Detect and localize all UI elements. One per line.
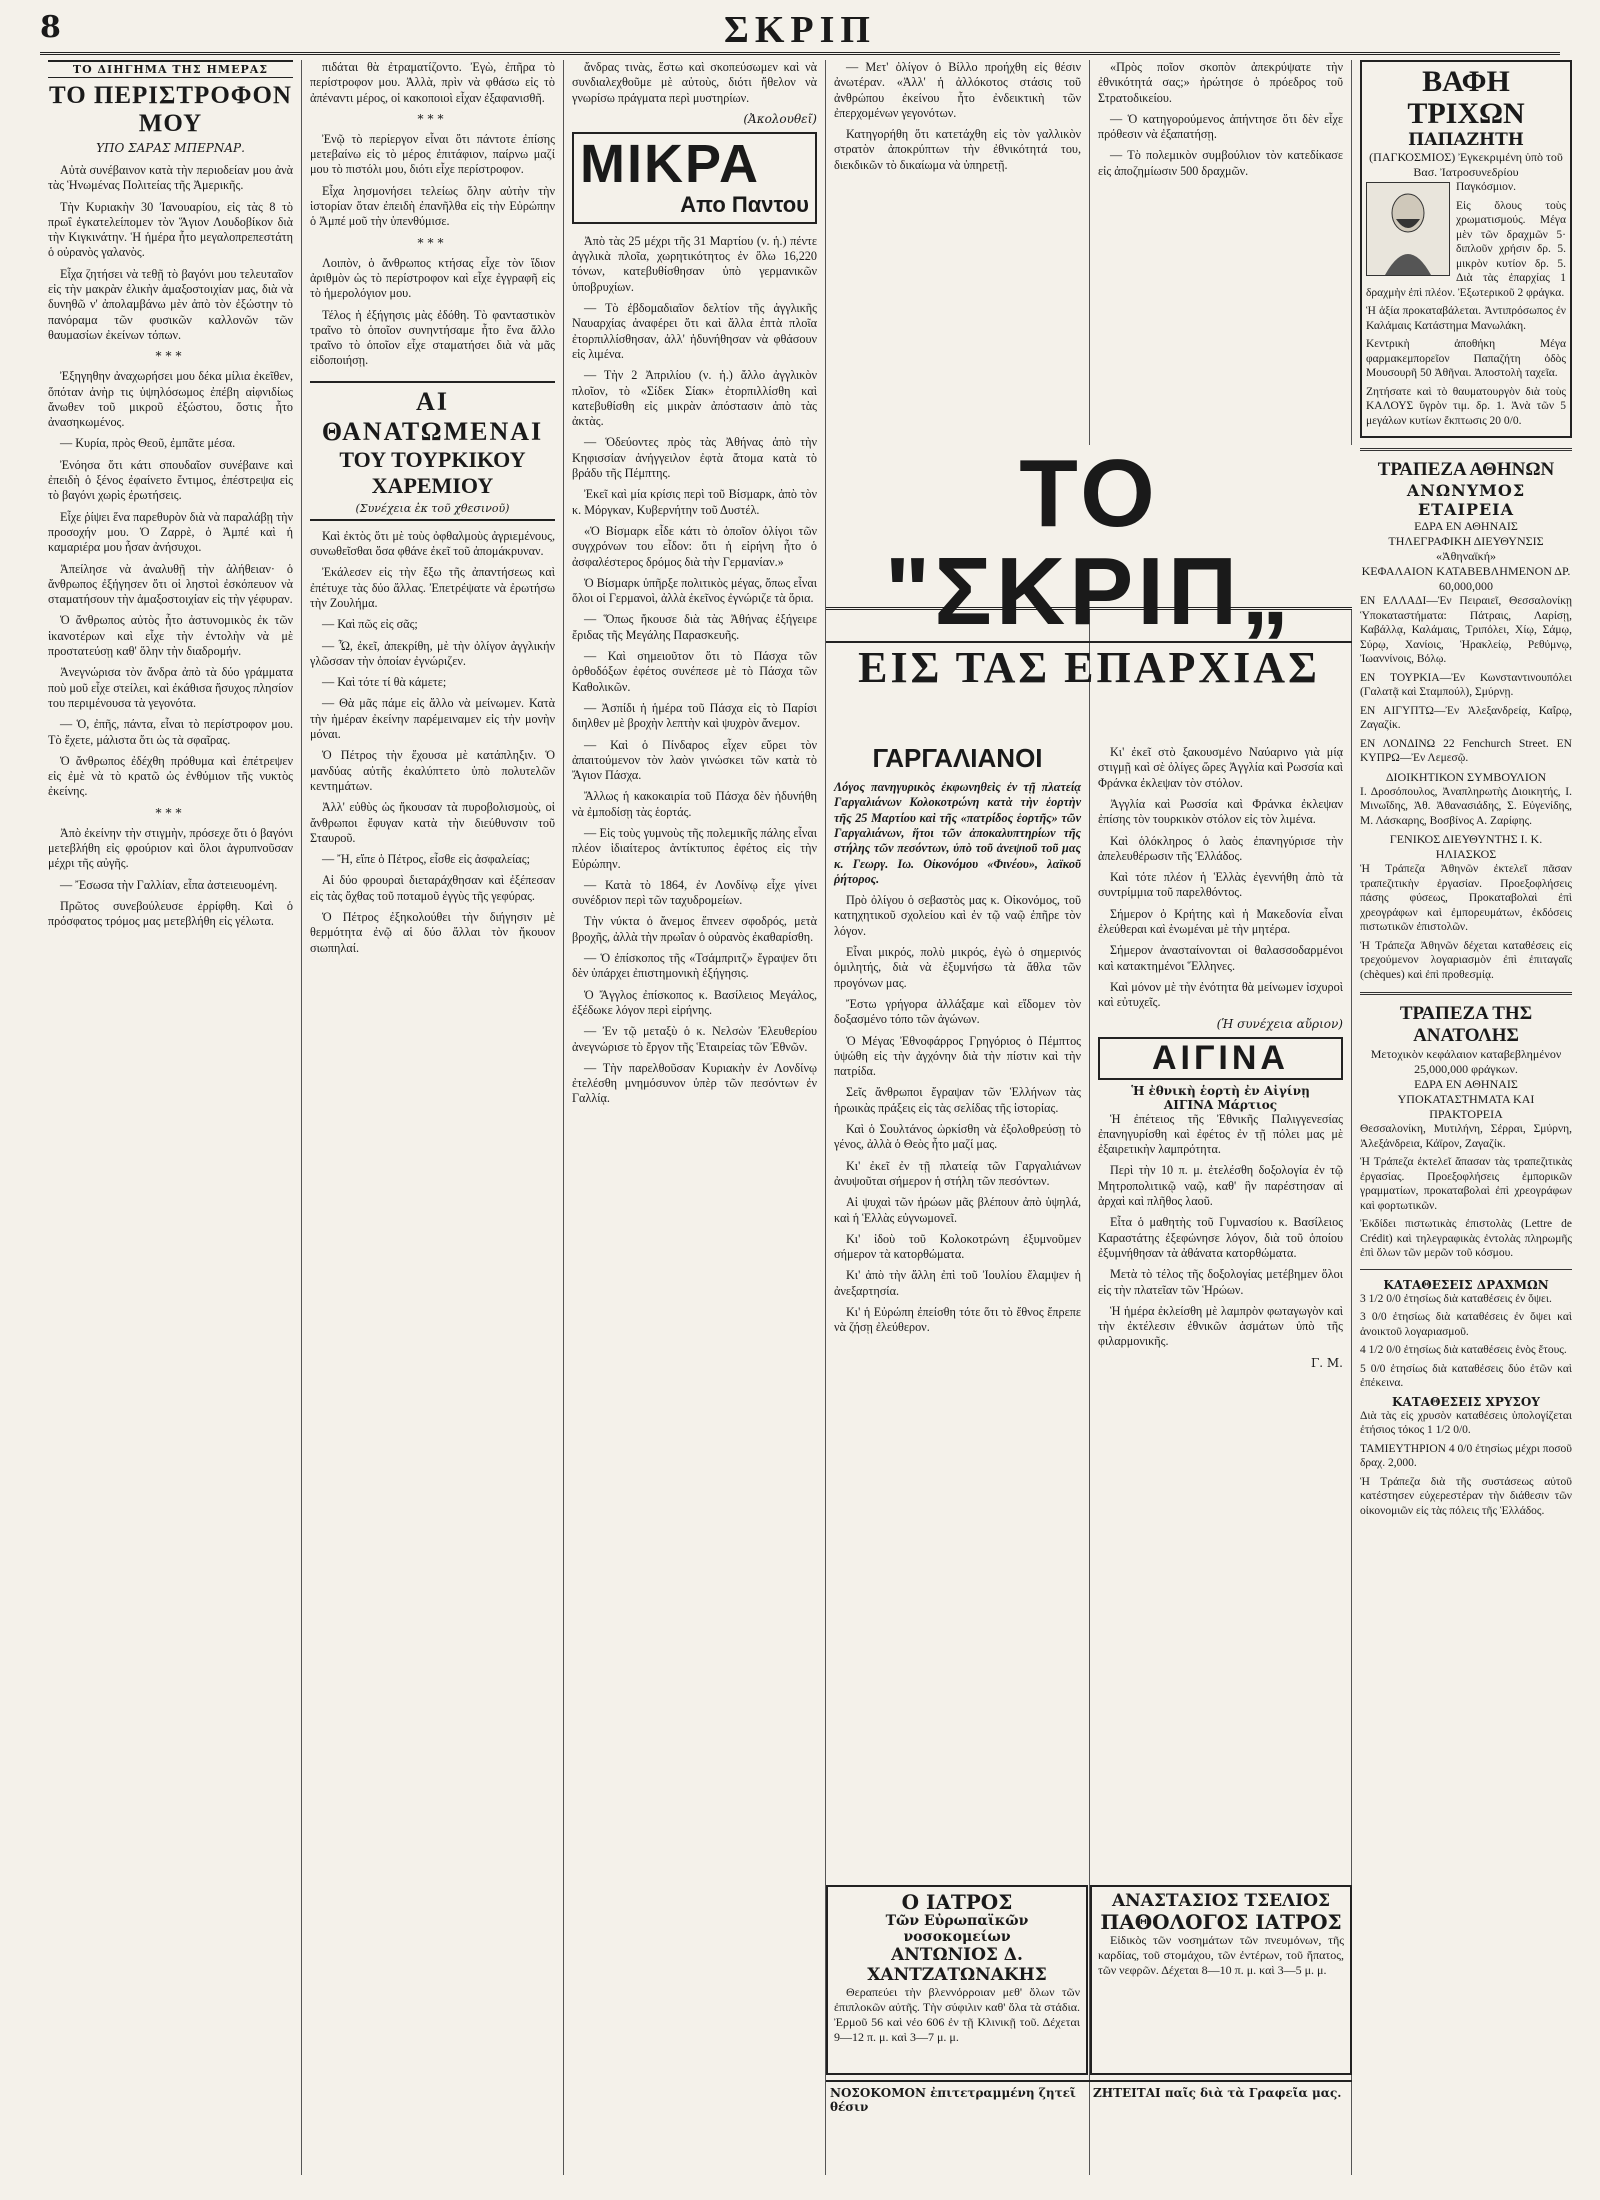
divider	[1360, 448, 1572, 451]
section-divider: ***	[417, 111, 448, 126]
headline-main: ΤΟ "ΣΚΡΙΠ„	[884, 440, 1294, 645]
paragraph: Ἐκάλεσεν εἰς τὴν ἔξω τῆς ἀπαντήσεως καὶ ἐπέτυχε τὰς δύο ἄλλας. Ἐπετρέψατε νὰ ἐρωτήσω τὴν Ζουλήμα.	[310, 565, 555, 610]
author-signoff: Γ. Μ.	[1310, 1355, 1343, 1370]
paragraph: — Ἤ, εἴπε ὁ Πέτρος, εἶσθε εἰς ἀσφαλείας;	[322, 852, 530, 867]
speech-intro: Λόγος πανηγυρικὸς ἐκφωνηθεὶς ἐν τῇ πλατείᾳ Γαργαλιάνων Κολοκοτρώνη κατὰ τὴν ἑορτὴν τῆς 25 Μαρτίου καὶ τῆς «πατρίδος ἑορτῆς» τῶν Γαργαλιάνων, ἥτοι τῶν ἀποκαλυπτηρίων τῆς στήλης τῶν πεσόντων, ὑπὸ τοῦ ἀνεψιοῦ τοῦ μας κ. Γεωργ. Ιω. Οἰκονόμου «Φινέου», λαϊκοῦ ῥήτορος.	[834, 780, 1081, 886]
paragraph: πιδάται θὰ ἐτραματίζοντο. Ἐγὼ, ἐπῆρα τὸ περίστροφον μου. Ἀλλὰ, πρὶν νὰ φθάσω εἰς τὸ ἀπέναντι μέρος, οἱ κακοποιοὶ εἶχαν ἐξαφανισθῆ.	[310, 60, 555, 105]
paragraph: — Κατὰ τὸ 1864, ἐν Λονδίνῳ εἶχε γίνει συνέδριον περὶ τῶν ταχυδρομείων.	[572, 877, 817, 908]
section-subtitle: (Συνέχεια ἐκ τοῦ χθεσινοῦ)	[355, 501, 510, 515]
paragraph: — Ἔσωσα τὴν Γαλλίαν, εἶπα ἀστειευομένη.	[60, 877, 278, 892]
doctor-ad-2	[1090, 1885, 1352, 2075]
doctor-specialty: ΠΑΘΟΛΟΓΟΣ ΙΑΤΡΟΣ	[1100, 1910, 1342, 1934]
paragraph: Αἱ ψυχαὶ τῶν ἡρώων μᾶς βλέπουν ἀπὸ ὑψηλά, καὶ ἡ Ἑλλὰς εὐγνωμονεῖ.	[834, 1195, 1081, 1225]
column-4	[826, 60, 1090, 2175]
classified-nurse: ΝΟΣΟΚΟΜΟΝ ἐπιτετραμμένη ζητεῖ θέσιν	[830, 2086, 1076, 2114]
gold-deposit-line: ΤΑΜΙΕΥΤΗΡΙΟΝ 4 0/0 ἐτησίως μέχρι ποσοῦ δραχ. 2,000.	[1360, 1442, 1572, 1469]
paragraph: Τὴν νύκτα ὁ ἄνεμος ἔπνεεν σφοδρός, μετὰ βροχῆς, ἀλλὰ τὴν πρωΐαν ὁ οὐρανὸς ἐκαθαρίσθη.	[572, 914, 817, 944]
mikra-title: ΜΙΚΡΑ	[580, 133, 760, 194]
ad-brand: ΠΑΠΑΖΗΤΗ	[1408, 130, 1524, 150]
divider	[1360, 992, 1572, 995]
ad-title: ΒΑΦΗ ΤΡΙΧΩΝ	[1407, 65, 1525, 130]
footer-classifieds	[826, 2080, 1352, 2114]
ad-text: Ζητήσατε καὶ τὸ θαυματουργὸν διὰ τοὺς ΚΑΛΟΥΣ ὕγρὸν τιμ. δρ. 1. Ἀνὰ τῶν 5 μεγάλων κυτίων ἔκπτωσις 20 0/0.	[1366, 385, 1566, 427]
column-6-ads	[1352, 60, 1580, 2175]
paragraph: Καὶ τότε πλέον ἡ Ἑλλὰς ἐγεννήθη ἀπὸ τὰ συντρίμμια τοῦ παρελθόντος.	[1098, 870, 1343, 900]
bank-line: ΕΝ ΤΟΥΡΚΙΑ—Ἐν Κωνσταντινουπόλει (Γαλατᾷ καὶ Σταμπούλ), Σμύρνῃ.	[1360, 671, 1572, 698]
paragraph: Ἡ ἡμέρα ἐκλείσθη μὲ λαμπρὸν φωταγωγὸν καὶ τὴν ἐκτέλεσιν ἐθνικῶν ἀσμάτων ὑπὸ τῆς φιλαρμονικῆς.	[1098, 1303, 1343, 1349]
paragraph: Σεῖς ἄνθρωποι ἔγραψαν τῶν Ἑλλήνων τὰς ἡρωικὰς πράξεις εἰς τὰς σελίδας τῆς ἱστορίας.	[834, 1085, 1081, 1115]
paragraph: — Θὰ μᾶς πάμε εἰς ἄλλο νὰ μείνωμεν. Κατὰ τὴν ἡμέραν ἐκείνην παρέμειναμεν εἰς τὴν μονὴν μόναι.	[310, 696, 555, 742]
paragraph: — Καὶ ὁ Πίνδαρος εἶχεν εὕρει τὸν ἀπαιτούμενον τὸν λαὸν γινώσκει τῶν κατὰ τὸ Ἄγιον Πάσχα.	[572, 737, 817, 783]
skrip-provinces-headline	[826, 440, 1352, 692]
bank-line: ΤΗΛΕΓΡΑΦΙΚΗ ΔΙΕΥΘΥΝΣΙΣ «Ἀθηναϊκή»	[1388, 534, 1544, 563]
bank-line: ΕΝ ΑΙΓΥΠΤΩ—Ἐν Ἀλεξανδρείᾳ, Καΐρῳ, Ζαγαζίκ.	[1360, 704, 1572, 731]
story-kicker: ΤΟ ΔΙΗΓΗΜΑ ΤΗΣ ΗΜΕΡΑΣ	[48, 60, 293, 78]
ad-text: Εἰς ὅλους τοὺς χρωματισμούς. Μέγα μὲν τῶν δραχμῶν 5· διπλοῦν χρήσιν δρ. 5. μικρὸν κυτίον δρ. 5. Διὰ τὰς ἐπαρχίας 1 δραχμὴν ἐπὶ πλέον. Ἐξωτερικοῦ 2 φράγκα.	[1366, 199, 1566, 299]
bank-line: ΕΔΡΑ ΕΝ ΑΘΗΝΑΙΣ	[1414, 519, 1518, 533]
paragraph: Κι' ἐκεῖ στὸ ξακουσμένο Ναύαρινο γιὰ μίᾳ στιγμῇ καὶ σὲ ὀλίγες ὥρες Ἀγγλία καὶ Ρωσσία καὶ Φράνκα ἐκλεψαν τὸν στόλον.	[1098, 745, 1343, 790]
bank-line: ΕΝ ΛΟΝΔΙΝΩ 22 Fenchurch Street. ΕΝ ΚΥΠΡΩ—Ἐν Λεμεσῷ.	[1360, 737, 1572, 764]
doctor-ad-text: Θεραπεύει τὴν βλεννόρροιαν μεθ' ὅλων τῶν ἐπιπλοκῶν αὐτῆς. Τὴν σύφιλιν καθ' ὅλα τὰ στάδια. Ἐρμοῦ 56 καὶ νέο 606 ἐν τῇ Κλινικῇ τοῦ. Δέχεται 9—12 π. μ. καὶ 3—7 μ. μ.	[834, 1985, 1080, 2044]
ad-text: Κεντρικὴ ἀποθήκη Μέγα φαρμακεμπορεῖον Παπαζήτη ὁδὸς Μουσουρῆ 50 Ἀθῆναι. Ἀποστολὴ ταχεῖα.	[1366, 338, 1566, 379]
paragraph: — Ἐν τῷ μεταξὺ ὁ κ. Νελσὼν Ἐλευθερίου ἀνεγνώρισε τὸ ἔργον τῆς Ἑταιρείας τῶν Ἐθνῶν.	[572, 1024, 817, 1054]
paragraph: Κι' ἡ Εὐρώπη ἐπείσθη τότε ὅτι τὸ ἔθνος ἔπρεπε νὰ ζήσῃ ἐλεύθερον.	[834, 1304, 1081, 1335]
town-heading: ΓΑΡΓΑΛΙΑΝΟΙ	[872, 743, 1043, 774]
paragraph: — Τὴν παρελθοῦσαν Κυριακὴν ἐν Λονδίνῳ ἐτελέσθη μνημόσυνον ὑπὲρ τῶν πεσόντων ἐν Γαλλίᾳ.	[572, 1060, 817, 1106]
section-divider: ***	[155, 805, 186, 820]
gold-deposit-line: Διὰ τὰς εἰς χρυσὸν καταθέσεις ὑπολογίζεται ἐτήσιος τόκος 1 1/2 0/0.	[1360, 1409, 1572, 1436]
bank-line: Ἡ Τράπεζα Ἀθηνῶν δέχεται καταθέσεις εἰς τρεχούμενον λογαριασμὸν ἐπὶ ἐπιταγαῖς (chèques) καὶ ἐπὶ προθεσμίᾳ.	[1360, 939, 1572, 981]
paragraph: Κι' ἐκεῖ ἐν τῇ πλατείᾳ τῶν Γαργαλιάνων ἀνυψοῦται σήμερον ἡ στήλη τῶν πεσόντων.	[834, 1158, 1081, 1188]
bank-line: Μετοχικὸν κεφάλαιον καταβεβλημένον 25,000,000 φράγκων.	[1370, 1047, 1562, 1076]
paragraph: Σήμερον ἀνασταίνονται οἱ θαλασσοδαρμένοι καὶ κατακτημένοι Ἕλληνες.	[1098, 943, 1343, 973]
mikra-heading-box	[572, 132, 817, 224]
paragraph: Ὁ Ἄγγλος ἐπίσκοπος κ. Βασίλειος Μεγάλος, ἐξέδωκε λόγον περὶ εἰρήνης.	[572, 987, 817, 1017]
paragraph: Εἶχε ῥίψει ἕνα παρεθυρὸν διὰ νὰ παραλάβῃ τὴν προσοχήν μου. Ὁ Ζαρρὲ, ὁ Ἀμπέ καὶ ἡ καμαριέρα μου ἦσαν ἀνήσυχοι.	[48, 509, 293, 555]
doctor-name: ΑΝΤΩΝΙΟΣ Δ. ΧΑΝΤΖΑΤΩΝΑΚΗΣ	[867, 1945, 1047, 1985]
paragraph: Εἶχα ζητήσει νὰ τεθῇ τὸ βαγόνι μου τελευταῖον εἰς τὴν μακρὰν ἐλικὴν ἁμαξοστοιχίαν μας, διὰ νὰ δυνηθῶ ν' ἀπολαμβάνω μὲν ἀπὸ τὸν ἐξώστην τὸ πανόραμα τῶν φυσικῶν καλλονῶν τῶν θαυμασίων ἐκείνων τόπων.	[48, 266, 293, 342]
paragraph: Καὶ μόνον μὲ τὴν ἐνότητα θὰ μείνωμεν ἰσχυροὶ καὶ εὐτυχεῖς.	[1098, 979, 1343, 1010]
paragraph: Ἀνεγνώρισα τὸν ἄνδρα ἀπὸ τὰ δύο γράμματα ποὺ μοῦ εἶχε στείλει, καὶ ἐκάθισα ἥσυχος πλησίον του περιμένουσα τὰ γεγονότα.	[48, 665, 293, 710]
newspaper-title: ΣΚΡΙΠ	[724, 9, 876, 51]
paragraph: Καὶ ἐκτὸς ὅτι μὲ τοὺς ὀφθαλμοὺς ἀγριεμένους, συνωθεῖσθαι ὅσα φθάνε ἐκεῖ τοῦ ἀπομάκρυναν.	[310, 528, 555, 559]
paragraph: Ὁ ἄνθρωπος αὐτὸς ἦτο ἀστυνομικὸς ἐκ τῶν ἱκανοτέρων καὶ εἶχε τὴν ἐντολὴν νὰ μὲ προστατεύσῃ καθ' ὅλην τὴν διαδρομήν.	[48, 613, 293, 659]
deposit-rate: 3 1/2 0/0 ἐτησίως διὰ καταθέσεις ἐν ὄψει.	[1360, 1292, 1552, 1305]
paragraph: Μετὰ τὸ τέλος τῆς δοξολογίας μετέβημεν ὅλοι εἰς τὴν πλατεῖαν τῶν Ἡρώων.	[1098, 1267, 1343, 1297]
section-divider: ***	[155, 349, 186, 364]
aigina-subheading: Ἡ ἐθνικὴ ἑορτὴ ἐν Αἰγίνῃ	[1131, 1083, 1310, 1098]
paragraph: Ἀπὸ ἐκείνην τὴν στιγμὴν, πρόσεχε ὅτι ὁ βαγόνι μετεβλήθη εἰς φρούριον καὶ ὅλοι ἀγρυπνοῦσαν μέχρι τῆς αὐγῆς.	[48, 825, 293, 871]
paragraph: — Ὅπως ἤκουσε διὰ τὰς Ἀθήνας ἐξήγειρε ἔριδας τῆς Μεγάλης Παρασκευῆς.	[572, 612, 817, 642]
paragraph: Κατηγορήθη ὅτι κατετάχθη εἰς τὸν γαλλικὸν στρατὸν ἀποκρύπτων τὴν ἐθνικότητά του, διεκδικῶν τὸ δικαίωμα νὰ ὑπηρετῇ.	[834, 127, 1081, 172]
bank-title: ΤΡΑΠΕΖΑ ΤΗΣ ΑΝΑΤΟΛΗΣ	[1399, 1003, 1533, 1046]
paragraph: «Πρὸς ποῖον σκοπὸν ἀπεκρύψατε τὴν ἐθνικότητά σας;» ἠρώτησε ὁ πρόεδρος τοῦ Στρατοδικείου.	[1098, 60, 1343, 105]
deposits-heading: ΚΑΤΑΘΕΣΕΙΣ ΔΡΑΧΜΩΝ	[1383, 1277, 1549, 1292]
paragraph: Λοιπὸν, ὁ ἄνθρωπος κτήσας εἶχε τὸν ἴδιον ἀριθμὸν ὡς τὸ περίστροφον καὶ εἶχε ἐγγραφῆ εἰς τὸ ἡμερολόγιον μου.	[310, 255, 555, 301]
doctor-ad-subtitle: Τῶν Εὐρωπαϊκῶν νοσοκομείων	[885, 1913, 1029, 1945]
story-byline: ΥΠΟ ΣΑΡΑΣ ΜΠΕΡΝΑΡ.	[96, 141, 245, 155]
paragraph: Ὁ Πέτρος τὴν ἔχουσα μὲ κατάπληξιν. Ὁ μανδύας αὐτῆς ἐκαλύπτετο ὑπὸ πολυτελῶν κεντημάτων.	[310, 748, 555, 793]
story-title: ΤΟ ΠΕΡΙΣΤΡΟΦΟΝ ΜΟΥ	[48, 82, 292, 137]
paragraph: Ἀγγλία καὶ Ρωσσία καὶ Φράνκα ἐκλεψαν ἐπίσης τὸν τουρκικὸν στόλον εἰς τὸν λιμένα.	[1098, 796, 1343, 827]
doctor-ad-text: Εἰδικὸς τῶν νοσημάτων τῶν πνευμόνων, τῆς καρδίας, τοῦ στομάχου, τῶν ἐντέρων, τοῦ ἥπατος, τῶν νεφρῶν. Δέχεται 8—10 π. μ. καὶ 3—5 μ. μ.	[1098, 1933, 1344, 1977]
paragraph: Ἀπὸ τὰς 25 μέχρι τῆς 31 Μαρτίου (ν. ἡ.) πέντε ἀγγλικὰ πλοῖα, χωρητικότητος ἐν ὅλω 16,220 τόνων, κατεβυθίσθησαν ὑπὸ γερμανικῶν ὑποβρυχίων.	[572, 233, 817, 294]
paragraph: — Κυρία, πρὸς Θεοῦ, ἐμπᾶτε μέσα.	[60, 436, 236, 451]
paragraph: Ἐκεῖ καὶ μία κρίσις περὶ τοῦ Βίσμαρκ, ἀπὸ τὸν κ. Μόργκαν, Κυβερνήτην τοῦ Δυστέλ.	[572, 487, 817, 517]
gold-deposits-heading: ΚΑΤΑΘΕΣΕΙΣ ΧΡΥΣΟΥ	[1392, 1394, 1540, 1409]
column-1	[40, 60, 302, 2175]
paragraph: — Εἰς τοὺς γυμνοὺς τῆς πολεμικῆς πάλης εἶναι πλέον ἰδιαίτερος ἀντίκτυπος ἐφέτος εἰς τὴν Εὐρώπην.	[572, 825, 817, 871]
paragraph: Ὁ Μέγας Ἐθνοφάρρος Γρηγόριος ὁ Πέμπτος ὑψώθη εἰς τὴν ἀγχόνην διὰ τὴν πίστιν καὶ τὴν πατρίδα.	[834, 1033, 1081, 1079]
headline-sub: ΕΙΣ ΤΑΣ ΕΠΑΡΧΙΑΣ	[826, 641, 1352, 693]
section-title-line-1: ΑΙ ΘΑΝΑΤΩΜΕΝΑΙ	[321, 386, 544, 446]
paragraph: Ἐξηγηθην ἀναχωρήσει μου δέκα μίλια ἐκεῖθεν, ὅπόταν ἀνὴρ τις ὑψηλόσωμος ἐπέβη αἰφνιδίως ἄνωθεν τοῦ μικροῦ ἐξώστου, ὅστις ἦτο ἀνασηκωμένος.	[48, 369, 293, 430]
paragraph: Ἀλλ' εὐθὺς ὡς ἤκουσαν τὰ πυροβολισμοὺς, οἱ ἄνθρωποι ἔφυγαν κατὰ τὴν διεύθυνσιν τοῦ Σταυροῦ.	[310, 800, 555, 845]
paragraph: — Ὦ, ἐκεῖ, ἀπεκρίθη, μὲ τὴν ὀλίγον ἀγγλικήν γλῶσσαν τὴν ὁποίαν ἐγνώριζεν.	[310, 638, 555, 668]
doctor-ad-title: Ο ΙΑΤΡΟΣ	[901, 1890, 1013, 1914]
paragraph: — Τὸ πολεμικὸν συμβούλιον τὸν κατεδίκασε εἰς ἀποζημίωσιν 500 δραχμῶν.	[1098, 148, 1343, 178]
section-heading	[310, 381, 555, 521]
gold-deposit-line: Ἡ Τράπεζα διὰ τῆς συστάσεως αὐτοῦ κατέστησεν εὐχερεστέραν τὴν διάθεσιν τῶν οἰκονομιῶν εἰς τὰς πόλεις τῆς Ἑλλάδος.	[1360, 1475, 1572, 1517]
paragraph: — Καὶ σημειοῦτον ὅτι τὸ Πάσχα τῶν ὀρθοδόξων ἐφέτος συνέπεσε μὲ τὸ Πάσχα τῶν Καθολικῶν.	[572, 649, 817, 694]
paragraph: Τὴν Κυριακὴν 30 Ἰανουαρίου, εἰς τὰς 8 τὸ πρωΐ ἐγκατελείπομεν τὸν Ἅγιον Λουδοβίκον διὰ τὴν Κιγκινάτην. Ἡ ἡμέρα ἦτο μεγαλοπρεπεστάτη ὁ οὐρανὸς γαλανὸς.	[48, 199, 293, 260]
column-5	[1090, 60, 1352, 2175]
column-3	[564, 60, 826, 2175]
hair-dye-ad	[1360, 60, 1572, 438]
paragraph: Ὁ Βίσμαρκ ὑπῆρξε πολιτικὸς μέγας, ὅπως εἶναι ὅλοι οἱ Γερμανοὶ, ἀλλὰ ἐκεῖνος ἐγνώριζε τὰ ὅρια.	[572, 575, 817, 606]
paragraph: Ἡ ἐπέτειος τῆς Ἐθνικῆς Παλιγγενεσίας ἐπανηγυρίσθη καὶ ἐφέτος ἐν τῇ πόλει μας μὲ ἐξαιρετικὴν λαμπρότητα.	[1098, 1111, 1343, 1157]
paragraph: Καὶ ὁλόκληρος ὁ λαὸς ἐπανηγύρισε τὴν ἀπελευθέρωσιν τῆς Ἑλλάδος.	[1098, 833, 1343, 863]
paragraph: Εἶτα ὁ μαθητὴς τοῦ Γυμνασίου κ. Βασίλειος Καραστάτης ἐξεφώνησε λόγον, διὰ τοῦ ὁποίου ἐξυμνήθησαν τὰ ἀθάνατα κατορθώματα.	[1098, 1215, 1343, 1260]
paragraph: Τέλος ἡ ἐξήγησις μὰς ἐδόθη. Τὸ φανταστικὸν τραῖνο τὸ ὁποῖον συνηντήσαμε ἦτο ἕνα ἄλλο τραῖνο τὸ ὁποῖον εἶχε σταματήσει διὰ νὰ μᾶς εἰδοποιήσῃ.	[310, 307, 555, 368]
paragraph: Ἐνῷ τὸ περίεργον εἶναι ὅτι πάντοτε ἐπίσης μετεβαίνω εἰς τὸ μέρος ἐπιτάφιον, παίρνω μαζί μου τὸ πιστόλι μου, διότι εἶχε περίστροφον.	[310, 131, 555, 177]
paragraph: — Ὁ ἐπίσκοπος τῆς «Τσάμπριτζ» ἔγραψεν ὅτι δὲν ὑπάρχει ἐπιστημονικὴ ἐξήγησις.	[572, 951, 817, 981]
paragraph: — Καὶ πῶς εἰς σᾶς;	[322, 617, 418, 632]
ad-text: Παγκόσμιον.	[1456, 181, 1516, 193]
paragraph: Πρὸ ὀλίγου ὁ σεβαστὸς μας κ. Οἰκονόμος, τοῦ κατηχητικοῦ σχολείου καὶ ἐν τῷ ναῷ ἐπῆρε τὸν λόγον.	[834, 893, 1081, 938]
paragraph: — Καὶ τότε τί θὰ κάμετε;	[322, 675, 447, 690]
paragraph: Ἀπείλησε νὰ ἀναλυθῇ τὴν ἀλήθειαν· ὁ ἄνθρωπος ἐξήγησεν ὅτι οἱ ληστοὶ ἐσκόπευον νὰ σταματήσουν τὴν ἁμαξοστοιχίαν εἰς τὴν γέφυραν.	[48, 561, 293, 607]
bank-line: Ἡ Τράπεζα ἐκτελεῖ ἅπασαν τὰς τραπεζιτικὰς ἐργασίας. Προεξοφλήσεις ἐμπορικῶν γραμματίων, προκαταβολαὶ ἐπὶ χρεογράφων καὶ φορτωτικῶν.	[1360, 1156, 1572, 1212]
bank-line: ΔΙΟΙΚΗΤΙΚΟΝ ΣΥΜΒΟΥΛΙΟΝ	[1385, 769, 1547, 784]
ad-text: Ἡ ἀξία προκαταβάλεται. Ἀντιπρόσωπος ἐν Καλάμαις Κατάστημα Μανωλάκη.	[1366, 305, 1566, 332]
bank-subtitle: ΑΝΩΝΥΜΟΣ ΕΤΑΙΡΕΙΑ	[1406, 481, 1526, 519]
doctor-ad-1	[826, 1885, 1088, 2075]
paragraph: — Τὴν 2 Ἀπριλίου (ν. ἡ.) ἄλλο ἀγγλικὸν πλοῖον, τὸ «Σίδεκ Σίακ» ἐτορπιλλίσθη καὶ κατεβυθίσθη εἰς μικρὰν ἀπόστασιν ἀπὸ τὰς ἀκτὰς.	[572, 368, 817, 429]
paragraph: Ἐνόησα ὅτι κάτι σπουδαῖον συνέβαινε καὶ ἐπειδὴ ὁ ξένος ἐφαίνετο ἔντιμος, ἐπέστρεψα εἰς τὸ βαγόνι χωρὶς ἐρωτήσεις.	[48, 457, 293, 503]
paragraph: «Ὁ Βίσμαρκ εἶδε κάτι τὸ ὁποῖον ὀλίγοι τῶν συγχρόνων του εἶδον: ὅτι ἡ εἰρήνη ἦτο ὁ ἀσφαλέστερος δρόμος διὰ τὴν Γερμανίαν.»	[572, 523, 817, 569]
paragraph: Κι' ἀπὸ τὴν ἄλλη ἐπὶ τοῦ Ἰουλίου ἔλαμψεν ἡ ἀνεξαρτησία.	[834, 1268, 1081, 1298]
classified-boy-wanted: ΖΗΤΕΙΤΑΙ παῖς διὰ τὰ Γραφεῖα μας.	[1093, 2086, 1342, 2100]
section-divider: ***	[417, 235, 448, 250]
bank-line: ΕΔΡΑ ΕΝ ΑΘΗΝΑΙΣ	[1414, 1077, 1518, 1091]
bank-line: Ι. Δροσόπουλος, Ἀναπληρωτὴς Διοικητής, Ι. Μινωΐδης, Ἀθ. Ἀθανασιάδης, Σ. Εὐγενίδης, Μ. Λάσκαρης, Βοσβίνος Α. Ζαρίφης.	[1360, 785, 1572, 827]
paragraph: Σήμερον ὁ Κρήτης καὶ ἡ Μακεδονία εἶναι ἐλεύθεραι καὶ ἑνωμέναι μὲ τὴν μητέρα.	[1098, 906, 1343, 937]
continued-note: (Ἡ συνέχεια αὔριον)	[1216, 1016, 1343, 1031]
paragraph: Ὁ Πέτρος ἐξηκολούθει τὴν διήγησιν μὲ θερμότητα ἐνῷ αἱ δύο ἄλλαι τὸν ἤκουον σιωπηλαί.	[310, 909, 555, 955]
paragraph: — Ὁδεύοντες πρὸς τὰς Ἀθήνας ἀπὸ τὴν Κηφισσίαν ἀνήγγειλον ἐφτὰ ἄτομα κατὰ τὸ βράδυ τῆς Πέμπτης.	[572, 435, 817, 481]
deposit-rate: 3 0/0 ἐτησίως διὰ καταθέσεις ἐν ὄψει καὶ ἀνοικτοῦ λογαριασμοῦ.	[1360, 1311, 1572, 1338]
paragraph: Αἱ δύο φρουραὶ διεταράχθησαν καὶ ἐξέπεσαν εἰς τὰς ὄχθας τοῦ ποταμοῦ ἐγγὺς τῆς γεφύρας.	[310, 873, 555, 903]
deposit-rate: 5 0/0 ἐτησίως διὰ καταθέσεις δύο ἐτῶν καὶ ἐπέκεινα.	[1360, 1362, 1572, 1389]
bank-line: Ἡ Τράπεζα Ἀθηνῶν ἐκτελεῖ πᾶσαν τραπεζιτικὴν ἐργασίαν. Προεξοφλήσεις πάσης φύσεως, Προκαταβολαὶ ἐπὶ χρεογράφων καὶ ἐμπορευμάτων, ἐκδόσεις πιστωτικῶν ἐπιστολῶν.	[1360, 863, 1572, 933]
portrait-image	[1366, 182, 1450, 276]
page-number: 8	[40, 10, 61, 45]
bank-line: ΥΠΟΚΑΤΑΣΤΗΜΑΤΑ ΚΑΙ ΠΡΑΚΤΟΡΕΙΑ	[1397, 1092, 1535, 1121]
paragraph: Κι' ἰδοὺ τοῦ Κολοκοτρώνη ἐξυμνοῦμεν σήμερον τὰ κατορθώματα.	[834, 1231, 1081, 1262]
deposit-rate: 4 1/2 0/0 ἐτησίως διὰ καταθέσεις ἑνὸς ἔτους.	[1360, 1344, 1567, 1356]
paragraph: Ἔστω γρήγορα ἀλλάξαμε καὶ εἴδομεν τὸν δοξασμένο τόπο τῶν ἀγώνων.	[834, 996, 1081, 1027]
bank-title: ΤΡΑΠΕΖΑ ΑΘΗΝΩΝ	[1377, 459, 1555, 480]
paragraph: Ὁ ἄνθρωπος ἐδέχθη πρόθυμα καὶ ἐπέτρεψεν εἰς ἐμὲ νὰ τὸ κρατῶ ὡς ἐνθύμιον τῆς νυκτὸς ἐκείνης.	[48, 753, 293, 799]
paragraph: ἄνδρας τινὰς, ἔστω καὶ σκοπεύσωμεν καὶ νὰ συνδιαλεχθοῦμε μὲ αὐτοὺς, διότι ἤθελον νὰ γνωρίσω πράγματα περὶ μυστηρίων.	[572, 60, 817, 105]
ad-tagline: (ΠΑΓΚΟΣΜΙΟΣ) Ἐγκεκριμένη ὑπὸ τοῦ Βασ. Ἰατροσυνεδρίου	[1369, 150, 1563, 179]
masthead	[40, 8, 1560, 55]
bank-line: ΚΕΦΑΛΑΙΟΝ ΚΑΤΑΒΕΒΛΗΜΕΝΟΝ ΔΡ. 60,000,000	[1361, 564, 1571, 593]
paragraph: Πρῶτος συνεβούλευσε ἐρρίφθη. Καὶ ὁ πρόσφατος τρόμος μας μετεβλήθη εἰς γέλωτα.	[48, 898, 293, 929]
paragraph: Αὐτὰ συνέβαινον κατὰ τὴν περιοδείαν μου ἀνὰ τὰς Ἡνωμένας Πολιτείας τῆς Ἀμερικῆς.	[48, 163, 293, 193]
paragraph: — Μετ' ὀλίγον ὁ Βίλλο προήχθη εἰς θέσιν ἀνωτέραν. «Ἀλλ' ἡ ἀλλόκοτος στάσις τοῦ ἀνθρώπου ἐκείνου ἦτο ἐνδεικτικὴ τῶν ἐπερχομένων γεγονότων.	[834, 60, 1081, 120]
paragraph: Εἶχα λησμονήσει τελείως ὅλην αὐτὴν τὴν ἱστορίαν ὅταν ἐπειδὴ ἐπανῆλθα εἰς τὴν Εὐρώπην ὁ Ἀμπέ μοῦ τὴν ὑπενθύμισε.	[310, 183, 555, 229]
paragraph: — Ὁ, ἐπῆς, πάντα, εἶναι τὸ περίστροφον μου. Τὸ ἔχετε, μάλιστα ὅτι ὡς τὰ σφαῖρας.	[48, 717, 293, 747]
paragraph: Καὶ ὁ Σουλτάνος ὡρκίσθη νὰ ἐξολοθρεύσῃ τὸ γένος, ἀλλὰ ὁ Θεὸς ἦτο μαζί μας.	[834, 1122, 1081, 1152]
paragraph: Περὶ τὴν 10 π. μ. ἐτελέσθη δοξολογία ἐν τῷ Μητροπολιτικῷ ναῷ, καθ' ἣν παρέστησαν αἱ ἀρχαὶ καὶ πλῆθος λαοῦ.	[1098, 1163, 1343, 1209]
aigina-dateline: ΑΙΓΙΝΑ Μάρτιος	[1163, 1097, 1278, 1112]
bank-line: ΓΕΝΙΚΟΣ ΔΙΕΥΘΥΝΤΗΣ Ι. Κ. ΗΛΙΑΣΚΟΣ	[1389, 832, 1543, 861]
paragraph: — Ὁ κατηγορούμενος ἀπήντησε ὅτι δὲν εἶχε πρόθεσιν νὰ ἐξαπατήσῃ.	[1098, 111, 1343, 142]
paragraph: Εἶναι μικρός, πολὺ μικρός, ἐγὼ ὁ σημερινός ὁμιλητής, διὰ νὰ ἐξυμνήσω τὰ ἄθλα τῶν προγόνων μας.	[834, 945, 1081, 990]
paragraph: — Τὸ ἐβδομαδιαῖον δελτίον τῆς ἀγγλικῆς Ναυαρχίας ἀναφέρει ὅτι καὶ ἄλλα ἐπτὰ πλοῖα ἐτορπιλλίσθησαν, ἀλλ' ἠδυνήθησαν νὰ φθάσουν εἰς λιμένα.	[572, 301, 817, 361]
paragraph: Ἄλλως ἡ κακοκαιρία τοῦ Πάσχα δὲν ἠδυνήθη νὰ ἐμποδίσῃ τὰς ἑορτάς.	[572, 789, 817, 819]
aigina-heading: ΑΙΓΙΝΑ	[1098, 1037, 1343, 1080]
section-title-line-2: ΤΟΥ ΤΟΥΡΚΙΚΟΥ ΧΑΡΕΜΙΟΥ	[339, 446, 526, 498]
bank-line: Θεσσαλονίκη, Μυτιλήνη, Σέρραι, Σμύρνη, Ἀλεξάνδρεια, Κάϊρον, Ζαγαζίκ.	[1360, 1123, 1572, 1150]
bank-line: ΕΝ ΕΛΛΑΔΙ—Ἐν Πειραιεῖ, Θεσσαλονίκῃ Ὑποκαταστήματα: Πάτραις, Λαρίσῃ, Καβάλλᾳ, Καλάμαις, Τριπόλει, Χίῳ, Σάμῳ, Σύρῳ, Χανίοις, Ἡρακλείῳ, Ρεθύμνῳ, Ἰωαννίνοις, Βόλῳ.	[1360, 595, 1572, 665]
mikra-subtitle: Απο Παντου	[680, 191, 809, 217]
paragraph: — Ἀσπίδι ἡ ἡμέρα τοῦ Πάσχα εἰς τὸ Παρίσι διηλθεν μὲ βροχὴν λεπτὴν καὶ ψυχρὸν ἄνεμον.	[572, 700, 817, 731]
continued-note: (Ἀκολουθεῖ)	[743, 111, 817, 126]
divider	[1360, 1269, 1572, 1270]
bank-line: Ἐκδίδει πιστωτικὰς ἐπιστολὰς (Lettre de Crédit) καὶ τηλεγραφικὰς ἐντολὰς πληρωμῆς ἐπὶ ὅλων τῶν μερῶν τοῦ κόσμου.	[1360, 1218, 1572, 1259]
doctor-name: ΑΝΑΣΤΑΣΙΟΣ ΤΣΕΛΙΟΣ	[1111, 1891, 1331, 1911]
column-2	[302, 60, 564, 2175]
